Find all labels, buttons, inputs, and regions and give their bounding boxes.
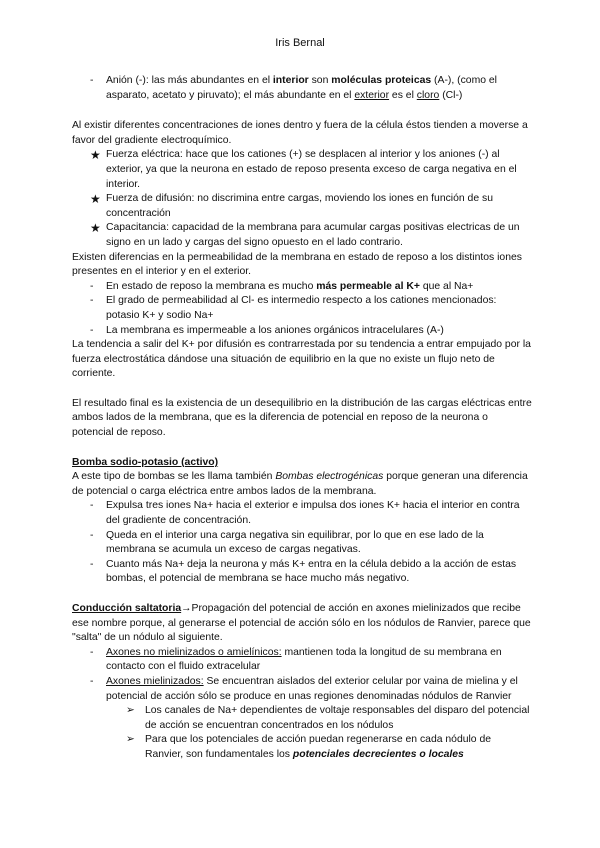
list-item [72,324,532,339]
underlined-text: Axones no mielinizados o amielínicos: [106,646,282,658]
list-item [72,558,532,587]
pump-intro [72,470,532,499]
permeability-paragraph: Existen diferencias en la permeabilidad de la membrana en estado de reposo a los distintos iones presentes en el interior y en el exterior. [72,251,522,278]
list-item [72,499,532,528]
arrowhead-icon: ➢ [126,734,135,746]
text: Expulsa tres iones Na+ hacia el exterior e impulsa dos iones K+ hacia el interior en contra del gradiente de concentración. [106,500,520,527]
list-item [72,294,532,323]
text: Anión (-): las más abundantes en el [106,75,273,86]
text: mantienen toda la longitud de su membrana en contacto con el fluido extracelular [106,646,502,673]
text: Se encuentran aislados del exterior celular por vaina de mielina y el potencial de acción sólo se produce en unas regiones denominadas nódulos de Ranvier [106,675,518,702]
section-title: Conducción saltatoria [72,603,182,614]
text: Capacitancia: capacidad de la membrana para acumular cargas positivas electricas de un signo en un lado y cargas del signo opuesto en el lado contrario. [106,222,520,248]
text: Propagación del potencial de acción en axones mielinizados que recibe ese nombre porque, al generarse el potencial de acción sólo en los nódulos de Ranvier, parece que "salta" de un nódulo al siguiente. [72,603,531,644]
arrowhead-icon: ➢ [126,705,135,717]
intro-paragraph: Al existir diferentes concentraciones de iones dentro y fuera de la célula éstos tienden a moverse a favor del gradiente electroquímico. [72,120,528,146]
text: porque generan una diferencia de potencial o carga eléctrica entre ambos lados de la membrana. [72,471,528,497]
list-item [72,529,532,558]
dash-marker: - [90,75,94,86]
text: que al Na+ [419,280,474,292]
permeability-list [72,280,532,338]
bold-italic-text: potenciales decrecientes o locales [292,748,464,760]
text: Queda en el interior una carga negativa sin equilibrar, por lo que en ese lado de la membrana se acumula un exceso de cargas negativas. [106,529,484,556]
underlined-text: Axones mielinizados: [106,675,204,687]
tendency-paragraph: La tendencia a salir del K+ por difusión es contrarrestada por su tendencia a entrar empujado por la fuerza electrostática dándose una situación de equilibrio en la que no existe un flujo neto de corriente. [72,339,531,380]
text: Cuanto más Na+ deja la neurona y más K+ entra en la célula debido a la acción de estas bombas, el potencial de membrana se hace mucho más negativo. [106,558,517,585]
star-icon: ★ [90,192,101,207]
result-paragraph: El resultado final es la existencia de un desequilibrio en la distribución de las cargas eléctricas entre ambos lados de la membrana, que es la diferencia de potencial en reposo de la neurona o potencial de reposo. [72,397,532,439]
list-item [72,675,532,704]
section-title: Bomba sodio-potasio (activo) [72,456,219,468]
star-icon: ★ [90,221,101,236]
text: Para que los potenciales de acción puedan regenerarse en cada nódulo de Ranvier, son fundamentales los [145,734,492,760]
dash-marker: - [90,646,94,658]
sub-list-item [72,704,532,733]
dash-marker: - [90,295,94,307]
list-item [72,192,532,221]
text: Los canales de Na+ dependientes de voltaje responsables del disparo del potencial de acción se encuentran concentrados en los nódulos [145,705,530,731]
pump-heading [72,456,532,471]
italic-text: Bombas electrogénicas [275,471,384,483]
bold-text: interior [272,75,309,86]
forces-list [72,148,532,250]
underlined-text: exterior [354,89,390,101]
dash-marker: - [90,324,94,336]
text: es el [389,89,417,101]
text: El grado de permeabilidad al Cl- es intermedio respecto a los cationes mencionados: potasio K+ y sodio Na+ [106,295,497,321]
text: (Cl-) [439,89,463,101]
text: son [308,75,332,86]
dash-marker: - [90,529,94,541]
dash-marker: - [90,280,94,292]
list-item [72,280,532,295]
dash-marker: - [90,500,94,512]
bold-text: más permeable al K+ [316,280,420,292]
list-item [72,74,532,103]
text: (A-), (como el asparato, acetato y piruvato); el más abundante en el [106,75,497,101]
dash-marker: - [90,558,94,570]
text: La membrana es impermeable a los aniones orgánicos intracelulares (A-) [106,324,444,336]
list-item [72,221,532,250]
bold-text: moléculas proteicas [331,75,432,86]
pump-list [72,499,532,587]
text: Fuerza eléctrica: hace que los cationes (+) se desplacen al interior y los aniones (-) al exterior, ya que la neurona en estado de reposo presenta exceso de carga negativa en el interior. [106,149,517,190]
anion-list [72,74,532,103]
saltatory-list [72,646,532,763]
page-header: Iris Bernal [275,37,325,49]
list-item [72,646,532,675]
text: En estado de reposo la membrana es mucho [106,280,317,292]
list-item [72,148,532,192]
saltatory-paragraph [72,602,532,646]
text: A este tipo de bombas se les llama también [72,471,276,483]
text: Fuerza de difusión: no discrimina entre cargas, moviendo los iones en función de su concentración [106,193,493,219]
document-body [72,74,532,763]
arrow-icon: → [181,603,192,614]
sub-list-item [72,733,532,762]
star-icon: ★ [90,148,101,163]
underlined-text: cloro [416,89,440,101]
dash-marker: - [90,675,94,687]
